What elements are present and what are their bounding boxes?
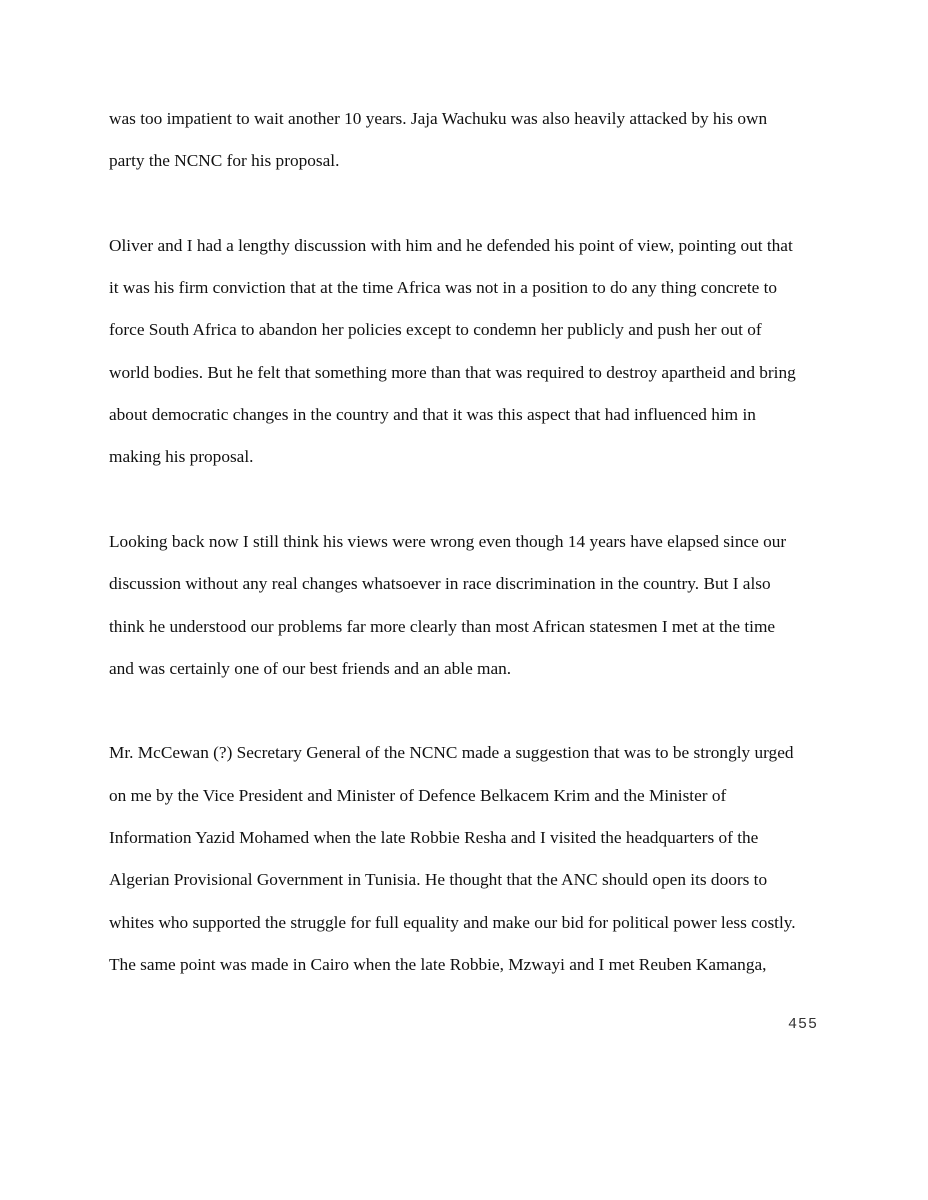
text-line: Looking back now I still think his views were wrong even though 14 years have elapsed since our — [109, 531, 787, 551]
text-line: Algerian Provisional Government in Tunisia. He thought that the ANC should open its doors to — [109, 870, 768, 890]
paragraph-1 — [109, 104, 821, 189]
body-text — [109, 104, 821, 1035]
text-line: on me by the Vice President and Minister of Defence Belkacem Krim and the Minister of — [109, 785, 727, 805]
text-line: Mr. McCewan (?) Secretary General of the NCNC made a suggestion that was to be strongly urged — [109, 743, 794, 763]
text-line: The same point was made in Cairo when the late Robbie, Mzwayi and I met Reuben Kamanga, — [109, 954, 767, 974]
text-line: it was his firm conviction that at the time Africa was not in a position to do any thing concrete to — [109, 278, 778, 298]
text-line: making his proposal. — [109, 447, 254, 467]
text-line: world bodies. But he felt that something more than that was required to destroy apartheid and bring — [109, 362, 796, 382]
paragraph-4 — [109, 738, 821, 992]
text-line: discussion without any real changes whatsoever in race discrimination in the country. But I also — [109, 574, 771, 594]
text-line: party the NCNC for his proposal. — [109, 151, 340, 171]
paragraph-2 — [109, 231, 821, 485]
text-line: and was certainly one of our best friends and an able man. — [109, 658, 512, 678]
text-line: about democratic changes in the country and that it was this aspect that had influenced him in — [109, 405, 756, 425]
paragraph-3 — [109, 527, 821, 696]
text-line: whites who supported the struggle for full equality and make our bid for political power less costly. — [109, 912, 796, 932]
page-number: 455 — [787, 1016, 818, 1033]
text-line: Information Yazid Mohamed when the late Robbie Resha and I visited the headquarters of the — [109, 828, 759, 848]
text-line: Oliver and I had a lengthy discussion with him and he defended his point of view, pointing out that — [109, 235, 793, 255]
text-line: force South Africa to abandon her policies except to condemn her publicly and push her out of — [109, 320, 762, 340]
text-line: think he understood our problems far more clearly than most African statesmen I met at the time — [109, 616, 776, 636]
text-line: was too impatient to wait another 10 years. Jaja Wachuku was also heavily attacked by his own — [109, 109, 768, 128]
